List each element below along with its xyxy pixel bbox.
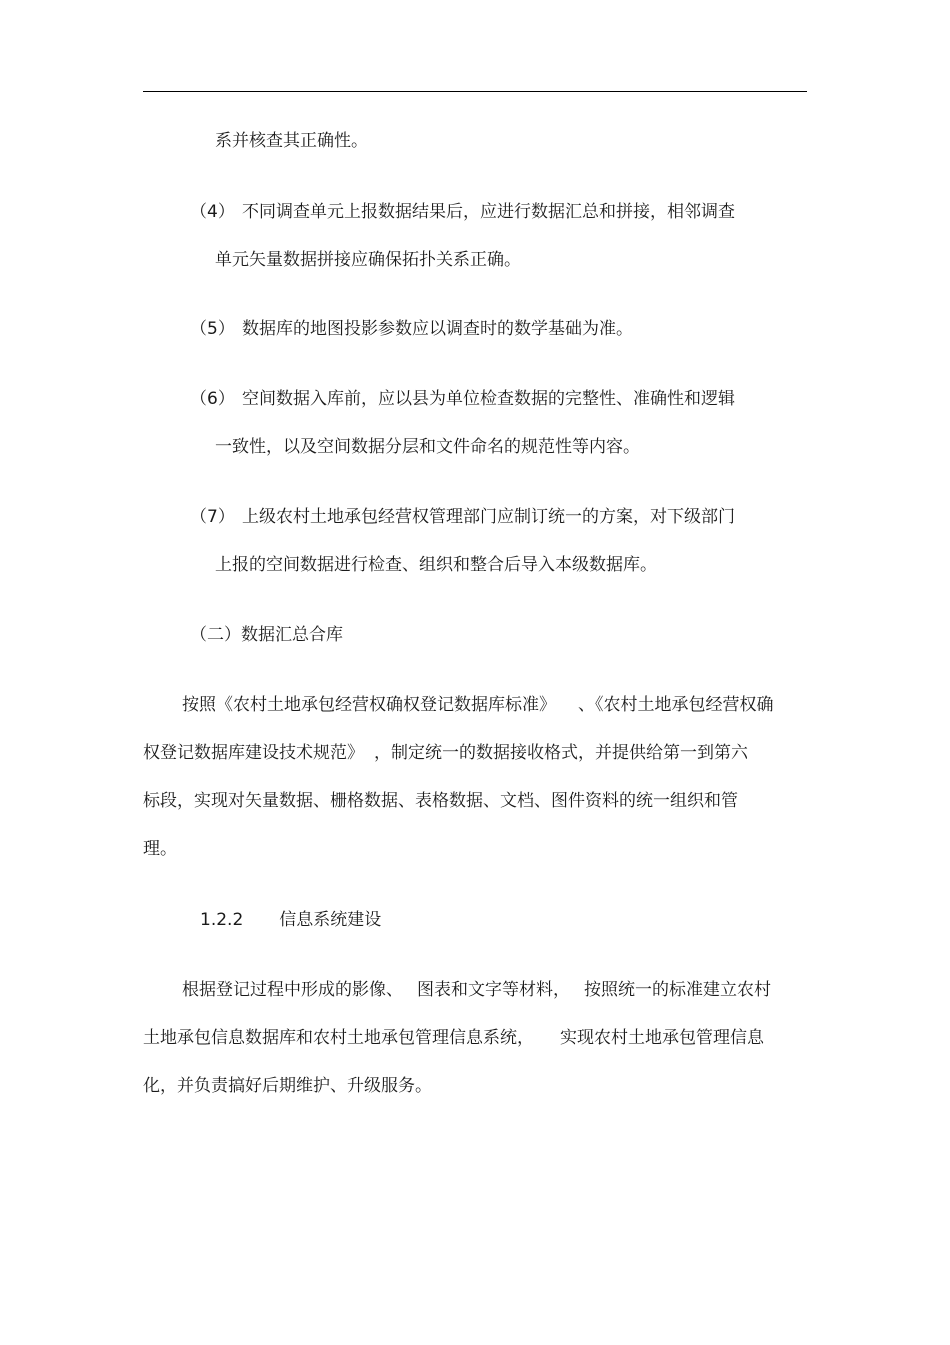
text: 按照统一的标准建立农村: [584, 980, 771, 1000]
list-item-4: [190, 201, 735, 223]
text: 图表和文字等材料，: [417, 980, 570, 1000]
section-number: 1.2.2: [200, 910, 244, 930]
item-number: （5）: [190, 319, 235, 339]
text: 不同调查单元上报数据结果后，应进行数据汇总和拼接，相邻调查: [242, 202, 735, 222]
item-number: （6）: [190, 389, 235, 409]
list-item-7-line2: [215, 554, 657, 576]
text: 数据库的地图投影参数应以调查时的数学基础为准。: [242, 319, 633, 339]
paragraph-a-line4: [143, 838, 177, 860]
list-item-7: [190, 506, 735, 528]
text: 理。: [143, 839, 177, 859]
text: 按照《农村土地承包经营权确权登记数据库标准》: [182, 695, 556, 715]
section-heading: [200, 909, 381, 931]
item-number: （4）: [190, 202, 235, 222]
list-item-6: [190, 388, 735, 410]
header-rule: [143, 91, 807, 92]
text: 根据登记过程中形成的影像、: [182, 980, 403, 1000]
list-item-6-line2: [215, 436, 640, 458]
text: 上报的空间数据进行检查、组织和整合后导入本级数据库。: [215, 555, 657, 575]
list-item-5: [190, 318, 633, 340]
paragraph-a-line1: [182, 694, 774, 716]
list-item-4-line2: [215, 249, 521, 271]
text: 、《农村土地承包经营权确: [578, 695, 774, 715]
text: 权登记数据库建设技术规范》: [143, 743, 364, 763]
text: 实现农村土地承包管理信息: [560, 1028, 764, 1048]
paragraph-b-line2: [143, 1027, 764, 1049]
text: 化，并负责搞好后期维护、升级服务。: [143, 1076, 432, 1096]
section-title: 信息系统建设: [279, 910, 382, 930]
text: 系并核查其正确性。: [215, 131, 368, 151]
paragraph-continuation: [215, 130, 368, 152]
text: ，制定统一的数据接收格式，并提供给第一到第六: [374, 743, 748, 763]
paragraph-a-line2: [143, 742, 748, 764]
text: 土地承包信息数据库和农村土地承包管理信息系统，: [143, 1028, 534, 1048]
item-number: （7）: [190, 507, 235, 527]
text: 一致性，以及空间数据分层和文件命名的规范性等内容。: [215, 437, 640, 457]
text: （二）数据汇总合库: [190, 625, 343, 645]
text: 空间数据入库前，应以县为单位检查数据的完整性、准确性和逻辑: [242, 389, 735, 409]
paragraph-b-line1: [182, 979, 771, 1001]
text: 上级农村土地承包经营权管理部门应制订统一的方案，对下级部门: [242, 507, 735, 527]
text: 标段，实现对矢量数据、栅格数据、表格数据、文档、图件资料的统一组织和管: [143, 791, 738, 811]
sub-heading: [190, 624, 343, 646]
paragraph-a-line3: [143, 790, 738, 812]
paragraph-b-line3: [143, 1075, 432, 1097]
text: 单元矢量数据拼接应确保拓扑关系正确。: [215, 250, 521, 270]
